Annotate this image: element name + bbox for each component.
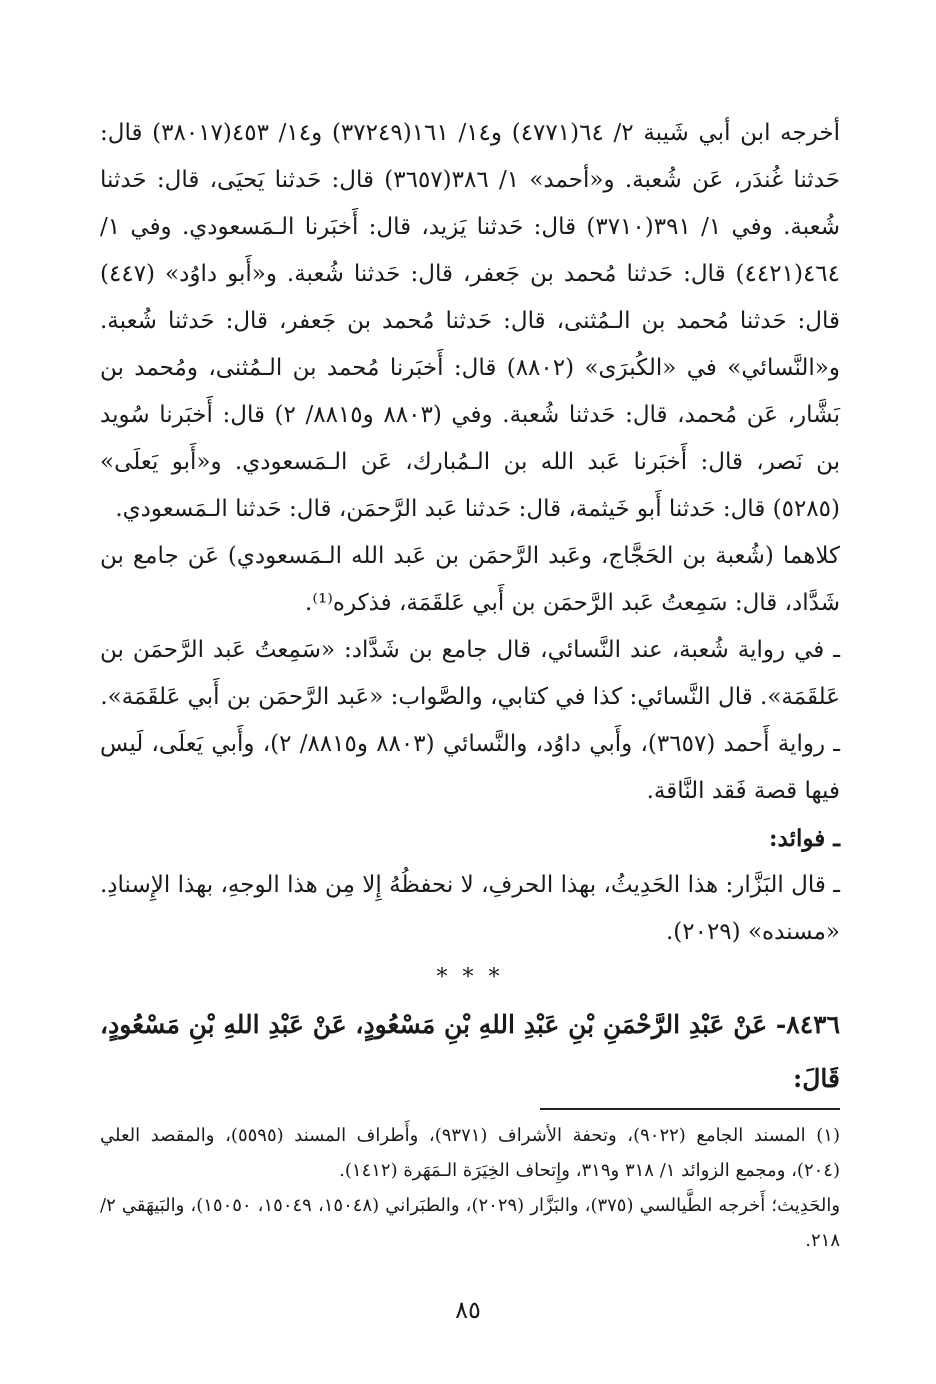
narration-note-paragraph: ـ رواية أَحمد (٣٦٥٧)، وأَبي داوُد، والنَّسائي (٨٨٠٣ و٨٨١٥/ ٢)، وأَبي يَعلَى، لَيس فيها قصة فَقد النَّاقة. — [100, 731, 841, 804]
section-separator: * * * — [436, 965, 504, 990]
main-text — [100, 110, 840, 1106]
footnote-divider — [540, 1108, 840, 1110]
footnotes — [100, 1108, 840, 1258]
bazzar-note-paragraph: ـ قال البَزَّار: هذا الحَدِيثُ، بهذا الحرفِ، لا نحفظُهُ إِلا مِن هذا الوجهِ، بهذا الإِسنادِ. «مسنده» (٢٠٢٩). — [100, 872, 840, 945]
nasai-note-paragraph: ـ في رواية شُعبة، عند النَّسائي، قال جامع بن شَدَّاد: «سَمِعتُ عَبد الرَّحمَن بن عَلقَمَة». قال النَّسائي: كذا في كتابي، والصَّواب: «عَبد الرَّحمَن بن أَبي عَلقَمَة». — [100, 637, 840, 710]
takhrij-paragraph: أخرجه ابن أبي شَيبة ٢/ ٦٤(٤٧٧١) و١٤/ ١٦١(٣٧٢٤٩) و١٤/ ٤٥٣(٣٨٠١٧) قال: حَدثنا غُندَر، عَن شُعبة. و«أحمد» ١/ ٣٨٦(٣٦٥٧) قال: حَدثنا يَحيَى، قال: حَدثنا شُعبة. وفي ١/ ٣٩١(٣٧١٠) قال: حَدثنا يَزيد، قال: أَخبَرنا الـمَسعودي. وفي ١/ ٤٦٤(٤٤٢١) قال: حَدثنا مُحمد بن جَعفر، قال: حَدثنا شُعبة. و«أَبو داوُد» (٤٤٧) قال: حَدثنا مُحمد بن الـمُثنى، قال: حَدثنا مُحمد بن جَعفر، قال: حَدثنا شُعبة. و«النَّسائي» في «الكُبرَى» (٨٨٠٢) قال: أَخبَرنا مُحمد بن الـمُثنى، ومُحمد بن بَشَّار، عَن مُحمد، قال: حَدثنا شُعبة. وفي (٨٨٠٣ و٨٨١٥/ ٢) قال: أَخبَرنا سُويد بن نَصر، قال: أَخبَرنا عَبد الله بن الـمُبارك، عَن الـمَسعودي. و«أَبو يَعلَى» (٥٢٨٥) قال: حَدثنا أَبو خَيثمة، قال: حَدثنا عَبد الرَّحمَن، قال: حَدثنا الـمَسعودي. — [100, 120, 841, 522]
hadith-heading: ٨٤٣٦- عَنْ عَبْدِ الرَّحْمَنِ بْنِ عَبْدِ اللهِ بْنِ مَسْعُودٍ، عَنْ عَبْدِ اللهِ بْنِ مَسْعُودٍ، قَالَ: — [100, 1010, 840, 1093]
footnote-1-continued: والحَدِيث؛ أَخرجه الطَّيالسي (٣٧٥)، والبَزَّار (٢٠٢٩)، والطبَراني (١٥٠٤٨، ١٥٠٤٩، ١٥٠٥٠)، والبَيهَقي ٢/ ٢١٨. — [100, 1195, 841, 1251]
chain-summary-paragraph: كلاهما (شُعبة بن الحَجَّاج، وعَبد الرَّحمَن بن عَبد الله الـمَسعودي) عَن جامع بن شَدَّاد، قال: سَمِعتُ عَبد الرَّحمَن بن أَبي عَلقَمَة، فذكره⁽¹⁾. — [100, 543, 840, 616]
benefits-heading: ـ فوائد: — [769, 825, 840, 852]
footnote-1: (١) المسند الجامع (٩٠٢٢)، وتحفة الأشراف (٩٣٧١)، وأَطراف المسند (٥٥٩٥)، والمقصد العلي (٢٠٤)، ومجمع الزوائد ١/ ٣١٨ و٣١٩، وإِتحاف الخِيَرَة الـمَهَرة (١٤١٢). — [100, 1125, 840, 1181]
page-number: ٨٥ — [455, 1296, 481, 1324]
